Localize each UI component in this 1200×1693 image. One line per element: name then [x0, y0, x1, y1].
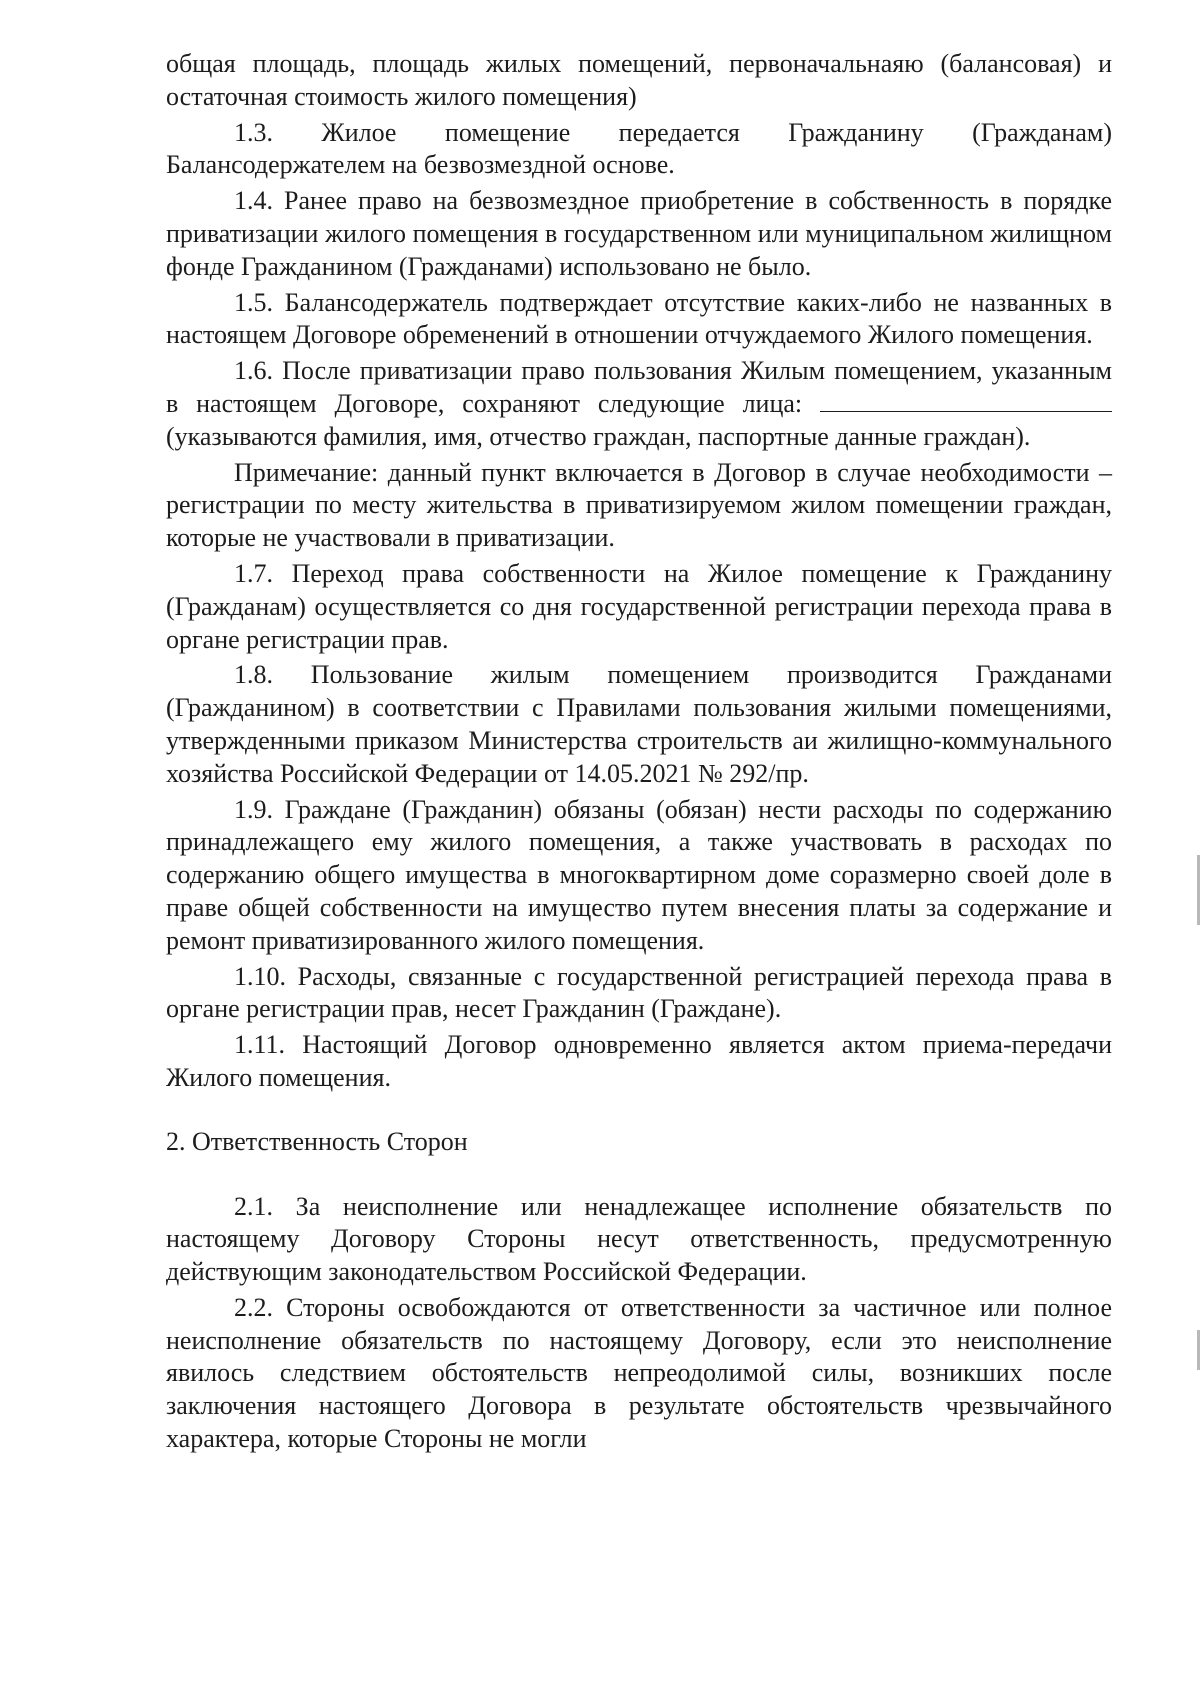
fill-in-blank-line — [820, 388, 1112, 412]
section-2-heading: 2. Ответственность Сторон — [166, 1126, 468, 1156]
document-page — [166, 48, 1112, 1456]
clause-2-2: 2.2. Стороны освобождаются от ответственности за частичное или полное неисполнение обязательств по настоящему Договору, если это неисполнение явилось следствием обстоятельств непреодолимой силы, возникших после заключения настоящего Договора в результате обстоятельств чрезвычайного характера, которые Стороны не могли — [166, 1292, 1112, 1454]
clause-1-6 — [166, 355, 1112, 453]
clause-1-3: 1.3. Жилое помещение передается Гражданину (Гражданам) Балансодержателем на безвозмездной основе. — [166, 117, 1112, 180]
clause-1-11: 1.11. Настоящий Договор одновременно является актом приема-передачи Жилого помещения. — [166, 1030, 1112, 1092]
clause-1-6-text: 1.6. После приватизации право пользования Жилым помещением, указанным в настоящем Договоре, сохраняют следующие лица: — [166, 356, 1112, 418]
clause-1-6-note: Примечание: данный пункт включается в Договор в случае необходимости – регистрации по месту жительства в приватизируемом жилом помещении граждан, которые не участвовали в приватизации. — [166, 457, 1112, 553]
clause-1-4: 1.4. Ранее право на безвозмездное приобретение в собственность в порядке приватизации жилого помещения в государственном или муниципальном жилищном фонде Гражданином (Гражданами) использовано не было. — [166, 186, 1112, 281]
clause-2-1: 2.1. За неисполнение или ненадлежащее исполнение обязательств по настоящему Договору Стороны несут ответственность, предусмотренную действующим законодательством Российской Федерации. — [166, 1191, 1112, 1287]
clause-1-9: 1.9. Граждане (Гражданин) обязаны (обязан) нести расходы по содержанию принадлежащего ему жилого помещения, а также участвовать в расходах по содержанию общего имущества в многоквартирном доме соразмерно своей доле в праве общей собственности на имущество путем внесения платы за содержание и ремонт приватизированного жилого помещения. — [166, 794, 1112, 955]
clause-1-6-tail: (указываются фамилия, имя, отчество граждан, паспортные данные граждан). — [166, 421, 1031, 451]
clause-1-7: 1.7. Переход права собственности на Жилое помещение к Гражданину (Гражданам) осуществляется со дня государственной регистрации перехода права в органе регистрации прав. — [166, 558, 1112, 654]
clause-1-5: 1.5. Балансодержатель подтверждает отсутствие каких-либо не названных в настоящем Договоре обременений в отношении отчуждаемого Жилого помещения. — [166, 287, 1112, 350]
intro-fragment: общая площадь, площадь жилых помещений, первоначальнаяю (балансовая) и остаточная стоимость жилого помещения) — [166, 49, 1112, 111]
clause-1-8: 1.8. Пользование жилым помещением производится Гражданами (Гражданином) в соответствии с Правилами пользования жилыми помещениями, утвержденными приказом Министерства строительств аи жилищно-коммунального хозяйства Российской Федерации от 14.05.2021 № 292/пр. — [166, 660, 1112, 788]
clause-1-10: 1.10. Расходы, связанные с государственной регистрацией перехода права в органе регистрации прав, несет Гражданин (Граждане). — [166, 961, 1112, 1024]
